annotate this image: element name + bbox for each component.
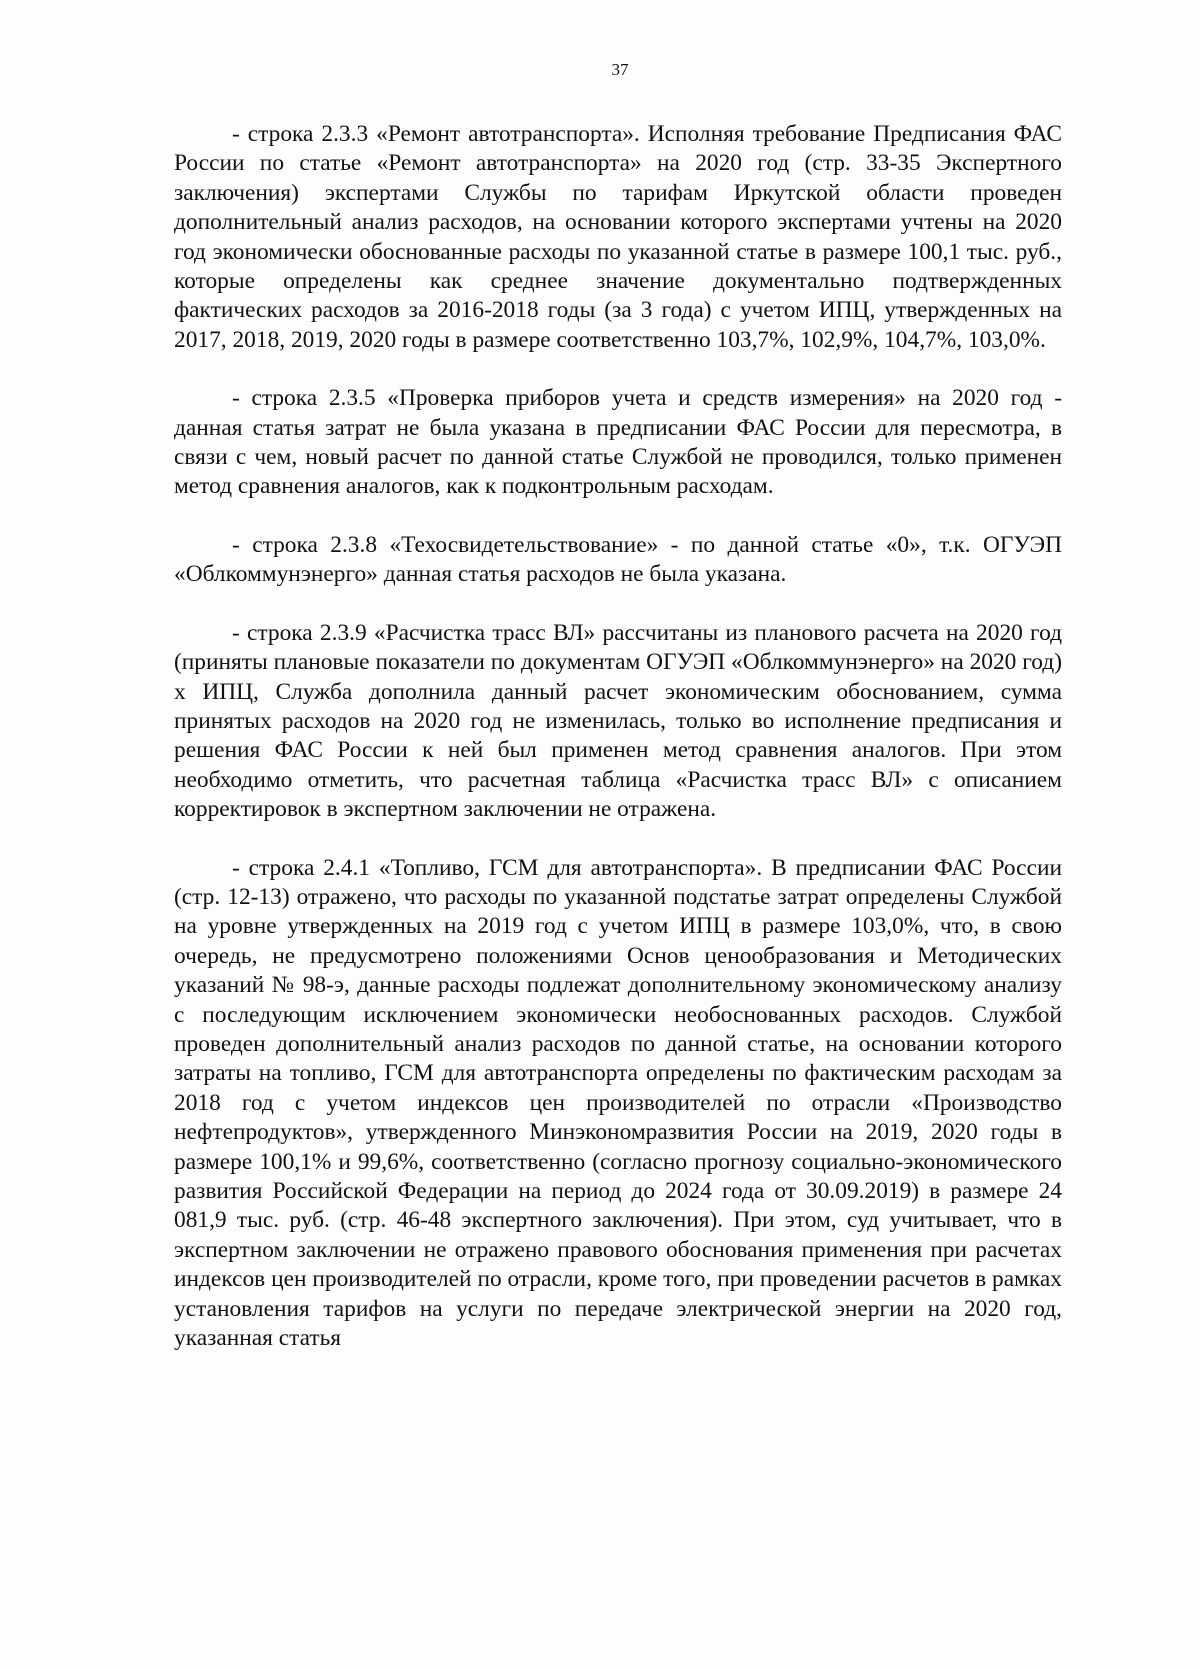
- page-number: 37: [611, 60, 629, 79]
- paragraph-row-2-3-5: - строка 2.3.5 «Проверка приборов учета и средств измерения» на 2020 год - данная статья затрат не была указана в предписании ФАС России для пересмотра, в связи с чем, новый расчет по данной статье Службой не проводился, только применен метод сравнения аналогов, как к подконтрольным расходам.: [174, 385, 1062, 500]
- paragraph-row-2-3-9: - строка 2.3.9 «Расчистка трасс ВЛ» рассчитаны из планового расчета на 2020 год (приняты плановые показатели по документам ОГУЭП «Облкоммунэнерго» на 2020 год) х ИПЦ, Служба дополнила данный расчет экономическим обоснованием, сумма принятых расходов на 2020 год не изменилась, только во исполнение предписания и решения ФАС России к ней был применен метод сравнения аналогов. При этом необходимо отметить, что расчетная таблица «Расчистка трасс ВЛ» с описанием корректировок в экспертном заключении не отражена.: [174, 619, 1062, 823]
- paragraph-row-2-3-8: - строка 2.3.8 «Техосвидетельствование» - по данной статье «0», т.к. ОГУЭП «Облкоммунэнерго» данная статья расходов не была указана.: [174, 531, 1062, 588]
- paragraph-spacer: [174, 590, 1062, 619]
- document-body: [174, 120, 1062, 1353]
- paragraph-row-2-3-3: - строка 2.3.3 «Ремонт автотранспорта». Исполняя требование Предписания ФАС России по статье «Ремонт автотранспорта» на 2020 год (стр. 33-35 Экспертного заключения) экспертами Службы по тарифам Иркутской области проведен дополнительный анализ расходов, на основании которого экспертами учтены на 2020 год экономически обоснованные расходы по указанной статье в размере 100,1 тыс. руб., которые определены как среднее значение документально подтвержденных фактических расходов за 2016-2018 годы (за 3 года) с учетом ИПЦ, утвержденных на 2017, 2018, 2019, 2020 годы в размере соответственно 103,7%, 102,9%, 104,7%, 103,0%.: [174, 121, 1062, 353]
- paragraph-row-2-4-1: - строка 2.4.1 «Топливо, ГСМ для автотранспорта». В предписании ФАС России (стр. 12-13) отражено, что расходы по указанной подстатье затрат определены Службой на уровне утвержденных на 2019 год с учетом ИПЦ в размере 103,0%, что, в свою очередь, не предусмотрено положениями Основ ценообразования и Методических указаний № 98-э, данные расходы подлежат дополнительному экономическому анализу с последующим исключением экономически необоснованных расходов. Службой проведен дополнительный анализ расходов по данной статье, на основании которого затраты на топливо, ГСМ для автотранспорта определены по фактическим расходам за 2018 год с учетом индексов цен производителей по отрасли «Производство нефтепродуктов», утвержденного Минэкономразвития России на 2019, 2020 годы в размере 100,1% и 99,6%, соответственно (согласно прогнозу социально-экономического развития Российской Федерации на период до 2024 года от 30.09.2019) в размере 24 081,9 тыс. руб. (стр. 46-48 экспертного заключения). При этом, суд учитывает, что в экспертном заключении не отражено правового обоснования применения при расчетах индексов цен производителей по отрасли, кроме того, при проведении расчетов в рамках установления тарифов на услуги по передаче электрической энергии на 2020 год, указанная статья: [174, 854, 1062, 1352]
- paragraph-spacer: [174, 825, 1062, 854]
- paragraph-spacer: [174, 355, 1062, 384]
- paragraph-spacer: [174, 502, 1062, 531]
